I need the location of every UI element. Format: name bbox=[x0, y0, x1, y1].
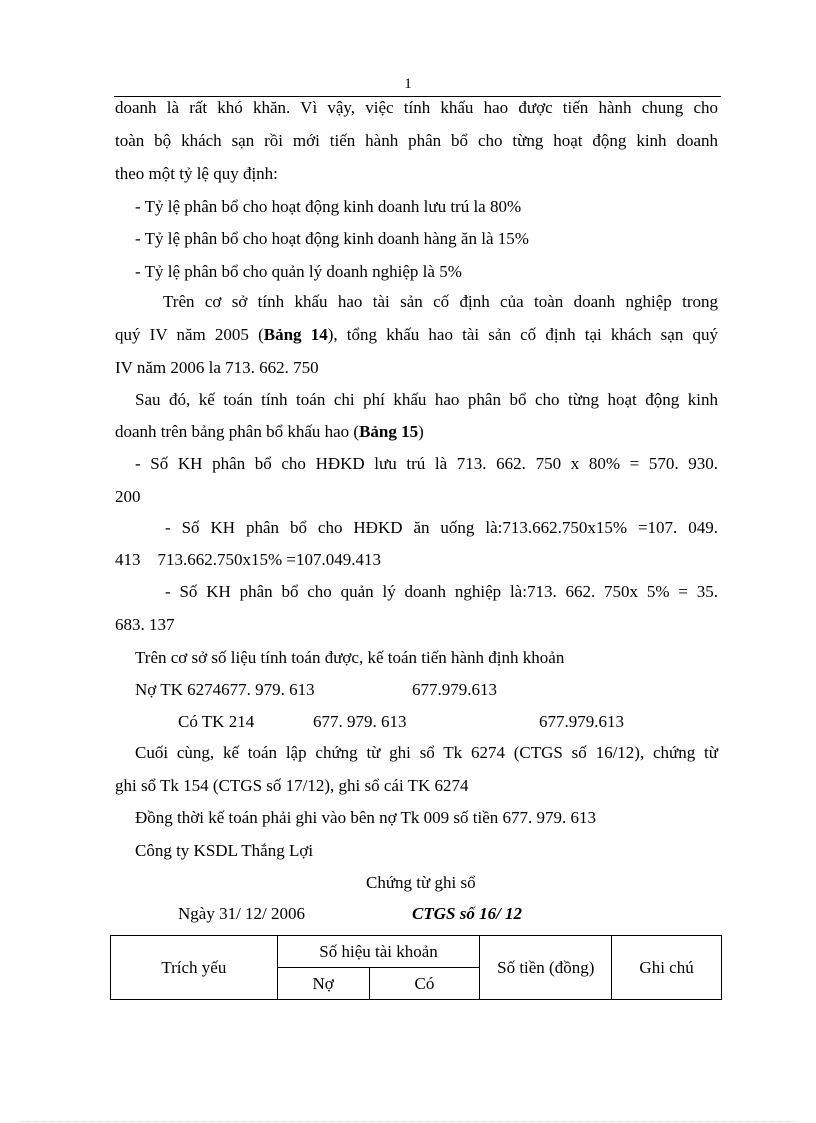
text-span: ), tổng khấu hao tài sản cố định tại khách sạn quý bbox=[327, 325, 718, 344]
ctgs-table bbox=[110, 935, 722, 1000]
paragraph-line: ghi sổ Tk 154 (CTGS số 17/12), ghi sổ cái TK 6274 bbox=[115, 776, 469, 795]
header-so-tien: Số tiền (đồng) bbox=[480, 936, 612, 1000]
page-bottom-border bbox=[20, 1121, 796, 1122]
header-so-hieu-tai-khoan: Số hiệu tài khoản bbox=[277, 936, 480, 968]
entry-debit: Nợ TK 6274677. 979. 613 bbox=[135, 680, 315, 699]
paragraph-line: doanh là rất khó khăn. Vì vậy, việc tính khấu hao được tiến hành chung cho bbox=[115, 98, 718, 117]
ratio-bullet-food: - Tỷ lệ phân bổ cho hoạt động kinh doanh hàng ăn là 15% bbox=[135, 229, 529, 248]
text-span: doanh trên bảng phân bổ khấu hao ( bbox=[115, 422, 360, 441]
paragraph-line: Sau đó, kế toán tính toán chi phí khấu hao phân bổ cho từng hoạt động kinh bbox=[135, 390, 718, 409]
paragraph-line bbox=[115, 325, 718, 345]
paragraph-line: Đồng thời kế toán phải ghi vào bên nợ Tk 009 số tiền 677. 979. 613 bbox=[135, 808, 597, 827]
paragraph-line: toàn bộ khách sạn rồi mới tiến hành phân bổ cho từng hoạt động kinh doanh bbox=[115, 131, 718, 150]
paragraph-line bbox=[115, 422, 424, 442]
company-name: Công ty KSDL Thắng Lợi bbox=[135, 841, 314, 860]
calc-line-lodging: - Số KH phân bổ cho HĐKD lưu trú là 713. 662. 750 x 80% = 570. 930. bbox=[135, 454, 718, 473]
table-ref-15: Bảng 15 bbox=[359, 422, 419, 441]
header-rule bbox=[114, 96, 721, 97]
calc-line-lodging-cont: 200 bbox=[115, 487, 141, 506]
text-span: quý IV năm 2005 ( bbox=[115, 325, 264, 344]
entry-credit-amount-2: 677.979.613 bbox=[539, 712, 624, 731]
calc-line-food-cont: 413 713.662.750x15% =107.049.413 bbox=[115, 550, 381, 569]
paragraph-line: IV năm 2006 la 713. 662. 750 bbox=[115, 358, 319, 377]
paragraph-line: Trên cơ sở tính khấu hao tài sản cố định của toàn doanh nghiệp trong bbox=[163, 292, 718, 311]
entry-debit-amount: 677.979.613 bbox=[412, 680, 497, 699]
header-trich-yeu: Trích yếu bbox=[111, 936, 278, 1000]
page-number: 1 bbox=[404, 76, 412, 92]
header-co: Có bbox=[369, 968, 480, 1000]
calc-line-management: - Số KH phân bổ cho quản lý doanh nghiệp là:713. 662. 750x 5% = 35. bbox=[165, 582, 718, 601]
entry-credit: Có TK 214 bbox=[178, 712, 255, 731]
table-ref-14: Bảng 14 bbox=[263, 325, 328, 344]
paragraph-line: Trên cơ sở số liệu tính toán được, kế toán tiến hành định khoản bbox=[135, 648, 565, 667]
header-ghi-chu: Ghi chú bbox=[612, 936, 722, 1000]
paragraph-line: theo một tỷ lệ quy định: bbox=[115, 164, 278, 183]
header-no: Nợ bbox=[277, 968, 369, 1000]
entry-credit-amount: 677. 979. 613 bbox=[313, 712, 407, 731]
calc-line-food: - Số KH phân bổ cho HĐKD ăn uống là:713.662.750x15% =107. 049. bbox=[165, 518, 718, 537]
document-title: Chứng từ ghi sổ bbox=[366, 873, 476, 892]
ctgs-number: CTGS số 16/ 12 bbox=[412, 904, 523, 923]
ratio-bullet-management: - Tỷ lệ phân bổ cho quản lý doanh nghiệp là 5% bbox=[135, 262, 462, 281]
document-date: Ngày 31/ 12/ 2006 bbox=[178, 904, 306, 923]
text-span: ) bbox=[418, 422, 424, 441]
ratio-bullet-lodging: - Tỷ lệ phân bổ cho hoạt động kinh doanh lưu trú la 80% bbox=[135, 197, 522, 216]
paragraph-line: Cuối cùng, kế toán lập chứng từ ghi sổ Tk 6274 (CTGS số 16/12), chứng từ bbox=[135, 743, 718, 762]
calc-line-management-cont: 683. 137 bbox=[115, 615, 175, 634]
